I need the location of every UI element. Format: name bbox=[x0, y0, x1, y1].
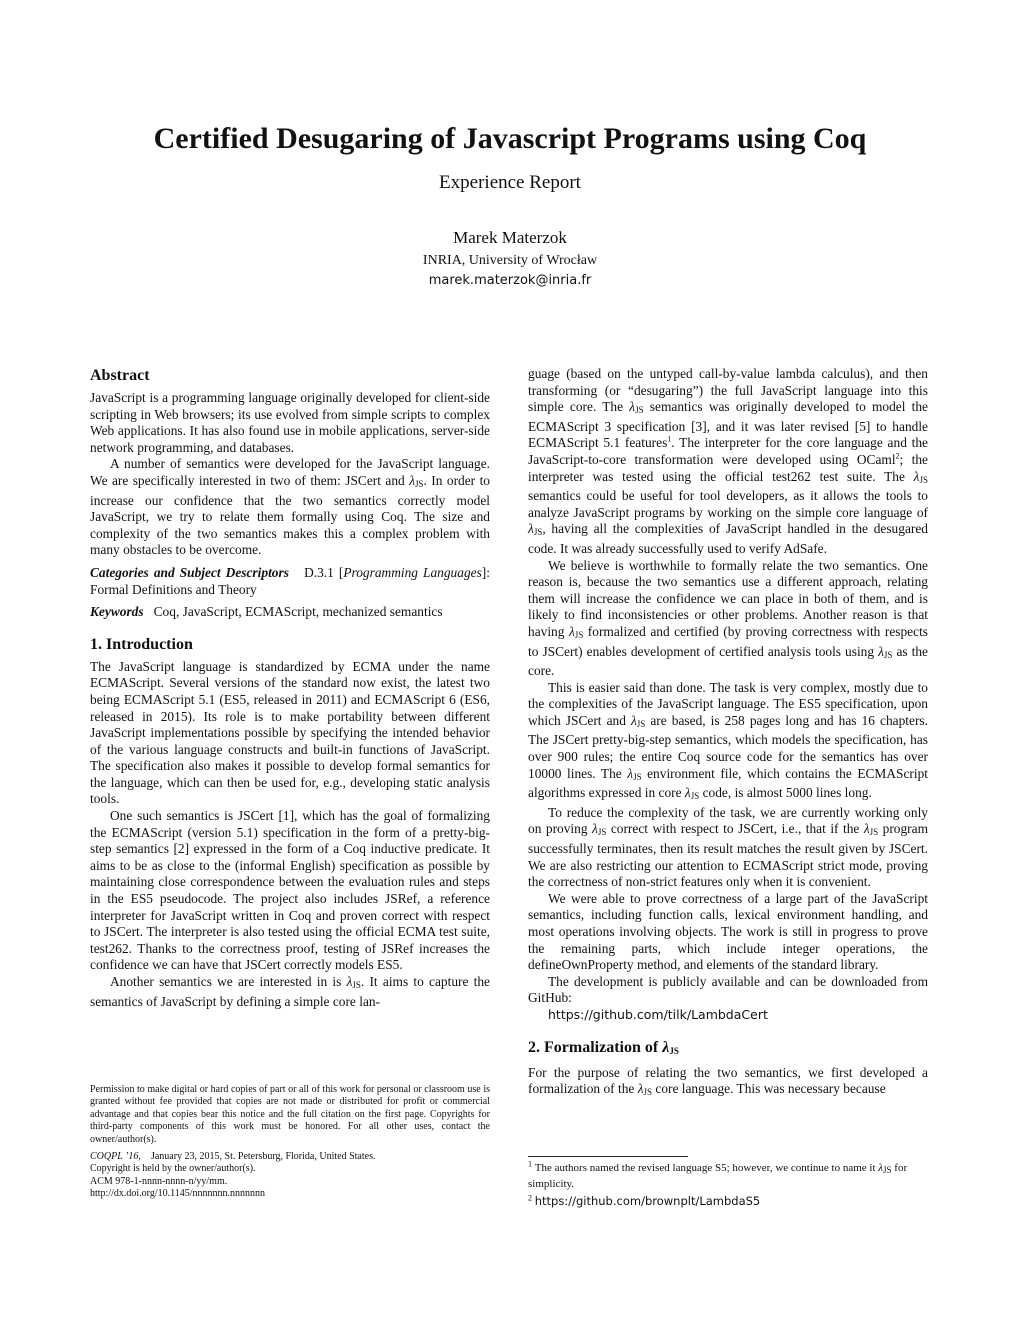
author-email[interactable]: marek.materzok@inria.fr bbox=[428, 273, 592, 288]
body-paragraph: We believe is worthwhile to formally relate the two semantics. One reason is, because the two semantics use a different approach, relating them will increase the confidence we can place in both of them, and is likely to find inconsistencies or other problems. Another reason is that having $\lambda_{JS}$ formalized and certified (by proving correctness with respects to JSCert) enables development of certified analysis tools using $\lambda_{JS}$ as the core. bbox=[528, 557, 928, 679]
body-paragraph: The development is publicly available and can be downloaded from GitHub: bbox=[528, 973, 928, 1006]
right-column bbox=[528, 366, 928, 1101]
abstract-paragraph: A number of semantics were developed for the JavaScript language. We are specifically interested in two of them: JSCert and $\lambda_{JS}$. In order to increase our confidence that the two semantics correctly model JavaScript, we try to relate them formally using Coq. The size and complexity of the two semantics makes this a complex problem with many obstacles to be overcome. bbox=[90, 456, 490, 558]
body-paragraph: guage (based on the untyped call-by-value lambda calculus), and then transforming (or “desugaring”) the full JavaScript language into this simple core. The $\lambda_{JS}$ semantics was originally developed to model the ECMAScript 3 specification [3], and it was later revised [5] to handle ECMAScript 5.1 features$^1$. The interpreter for the core language and the JavaScript-to-core transformation were developed using OCaml$^2$; the interpreter was tested using the official test262 test suite. The $\lambda_{JS}$ semantics could be useful for tool developers, as it allows the tools to analyze JavaScript programs by working on the simple core language of $\lambda_{JS}$, having all the complexities of JavaScript handled in the desugared code. It was already successfully used to verify AdSafe. bbox=[528, 366, 929, 556]
doi-link[interactable]: http://dx.doi.org/10.1145/nnnnnnn.nnnnnnn bbox=[90, 1188, 266, 1200]
acm-line: ACM 978-1-nnnn-nnnn-n/yy/mm. bbox=[90, 1175, 228, 1187]
keywords-line: Keywords Coq, JavaScript, ECMAScript, mechanized semantics bbox=[90, 604, 443, 620]
intro-paragraph: The JavaScript language is standardized by ECMA under the name ECMAScript. Several versions of the standard now exist, the latest two being ECMAScript 5.1 (ES5, released in 2011) and ECMAScript 6 (ES6, released in 2015). Its role is to make portability between different JavaScript implementations possible by specifying the intended behavior of the various language constructs and built-in functions of JavaScript. The specification also makes it possible to develop formal semantics for the language, which can then be used for, e.g., developing static analysis tools. bbox=[90, 658, 490, 807]
permission-text: Permission to make digital or hard copies of part or all of this work for personal or classroom use is granted without fee provided that copies are not made or distributed for profit or commercial advantage and that copies bear this notice and the full citation on the first page. Copyrights for third-party components of this work must be honored. For all other uses, contact the owner/author(s). bbox=[90, 1084, 490, 1145]
left-column bbox=[90, 366, 490, 1010]
footnotes bbox=[528, 1156, 928, 1212]
body-paragraph: We were able to prove correctness of a large part of the JavaScript semantics, including function calls, lexical environment handling, and most operations involving objects. The work is still in progress to prove the remaining parts, which include integer operations, the defineOwnProperty method, and elements of the standard library. bbox=[528, 890, 928, 973]
footnote-1: $^1$ The authors named the revised language S5; however, we continue to name it $\lambda_{JS}$ for simplicity. bbox=[528, 1159, 908, 1190]
intro-heading: 1. Introduction bbox=[90, 635, 193, 653]
body-paragraph: To reduce the complexity of the task, we are currently working only on proving $\lambda_{JS}$ correct with respect to JSCert, i.e., that if the $\lambda_{JS}$ program successfully terminates, then its result matches the result given by JSCert. We are also restricting our attention to ECMAScript strict mode, proving the correctness of non-strict features only when it is convenient. bbox=[528, 804, 928, 890]
footnote-2[interactable]: $^2$ https://github.com/brownplt/LambdaS5 bbox=[528, 1193, 761, 1208]
footnote-divider bbox=[528, 1156, 688, 1157]
permission-notice bbox=[90, 1084, 490, 1201]
github-url[interactable]: https://github.com/tilk/LambdaCert bbox=[548, 1006, 768, 1022]
footnote-ref[interactable]: 1 bbox=[667, 434, 672, 444]
paper-title: Certified Desugaring of Javascript Programs using Coq bbox=[153, 122, 867, 155]
abstract-heading: Abstract bbox=[90, 367, 150, 384]
paper-subtitle: Experience Report bbox=[439, 172, 581, 193]
abstract-paragraph: JavaScript is a programming language originally developed for client-side scripting in Web browsers; its use evolved from simple scripts to complex Web applications. It has also found use in mobile applications, server-side network programming, and databases. bbox=[90, 390, 490, 455]
author-affiliation: INRIA, University of Wrocław bbox=[422, 253, 598, 268]
author-name: Marek Materzok bbox=[453, 228, 567, 247]
section-2-heading: 2. Formalization of $\lambda_{JS}$ bbox=[528, 1038, 679, 1056]
intro-paragraph: One such semantics is JSCert [1], which has the goal of formalizing the ECMAScript (version 5.1) specification in the form of a pretty-big-step semantics [2] expressed in the form of a Coq inductive predicate. It aims to be as close to the (informal English) specification as possible by maintaining close correspondence between the evaluation rules and steps in the ES5 pseudocode. The project also includes JSRef, a reference interpreter for JavaScript written in Coq and proven correct with respect to JSCert. The interpreter is also tested using the official ECMA test suite, test262. Thanks to the correctness proof, testing of JSRef increases the confidence we can have that JSCert correctly models ES5. bbox=[90, 808, 490, 973]
footnote-ref[interactable]: 2 bbox=[895, 451, 900, 461]
body-paragraph: For the purpose of relating the two semantics, we first developed a formalization of the $\lambda_{JS}$ core language. This was necessary because bbox=[528, 1064, 928, 1098]
body-paragraph: This is easier said than done. The task is very complex, mostly due to the complexities of the JavaScript language. The ES5 specification, upon which JSCert and $\lambda_{JS}$ are based, is 258 pages long and has 16 chapters. The JSCert pretty-big-step semantics, which models the specification, has over 900 rules; the entire Coq source code for the semantics has over 10000 lines. The $\lambda_{JS}$ environment file, which contains the ECMAScript algorithms expressed in core $\lambda_{JS}$ code, is almost 5000 lines long. bbox=[528, 679, 928, 802]
venue-line: COQPL ’16, January 23, 2015, St. Petersburg, Florida, United States. bbox=[90, 1151, 376, 1163]
intro-paragraph: Another semantics we are interested in is $\lambda_{JS}$. It aims to capture the semantics of JavaScript by defining a simple core lan- bbox=[90, 974, 490, 1009]
categories-line: Categories and Subject Descriptors D.3.1 [Programming Languages]: Formal Definitions and Theory bbox=[90, 564, 490, 597]
copyright-line: Copyright is held by the owner/author(s). bbox=[90, 1163, 256, 1175]
